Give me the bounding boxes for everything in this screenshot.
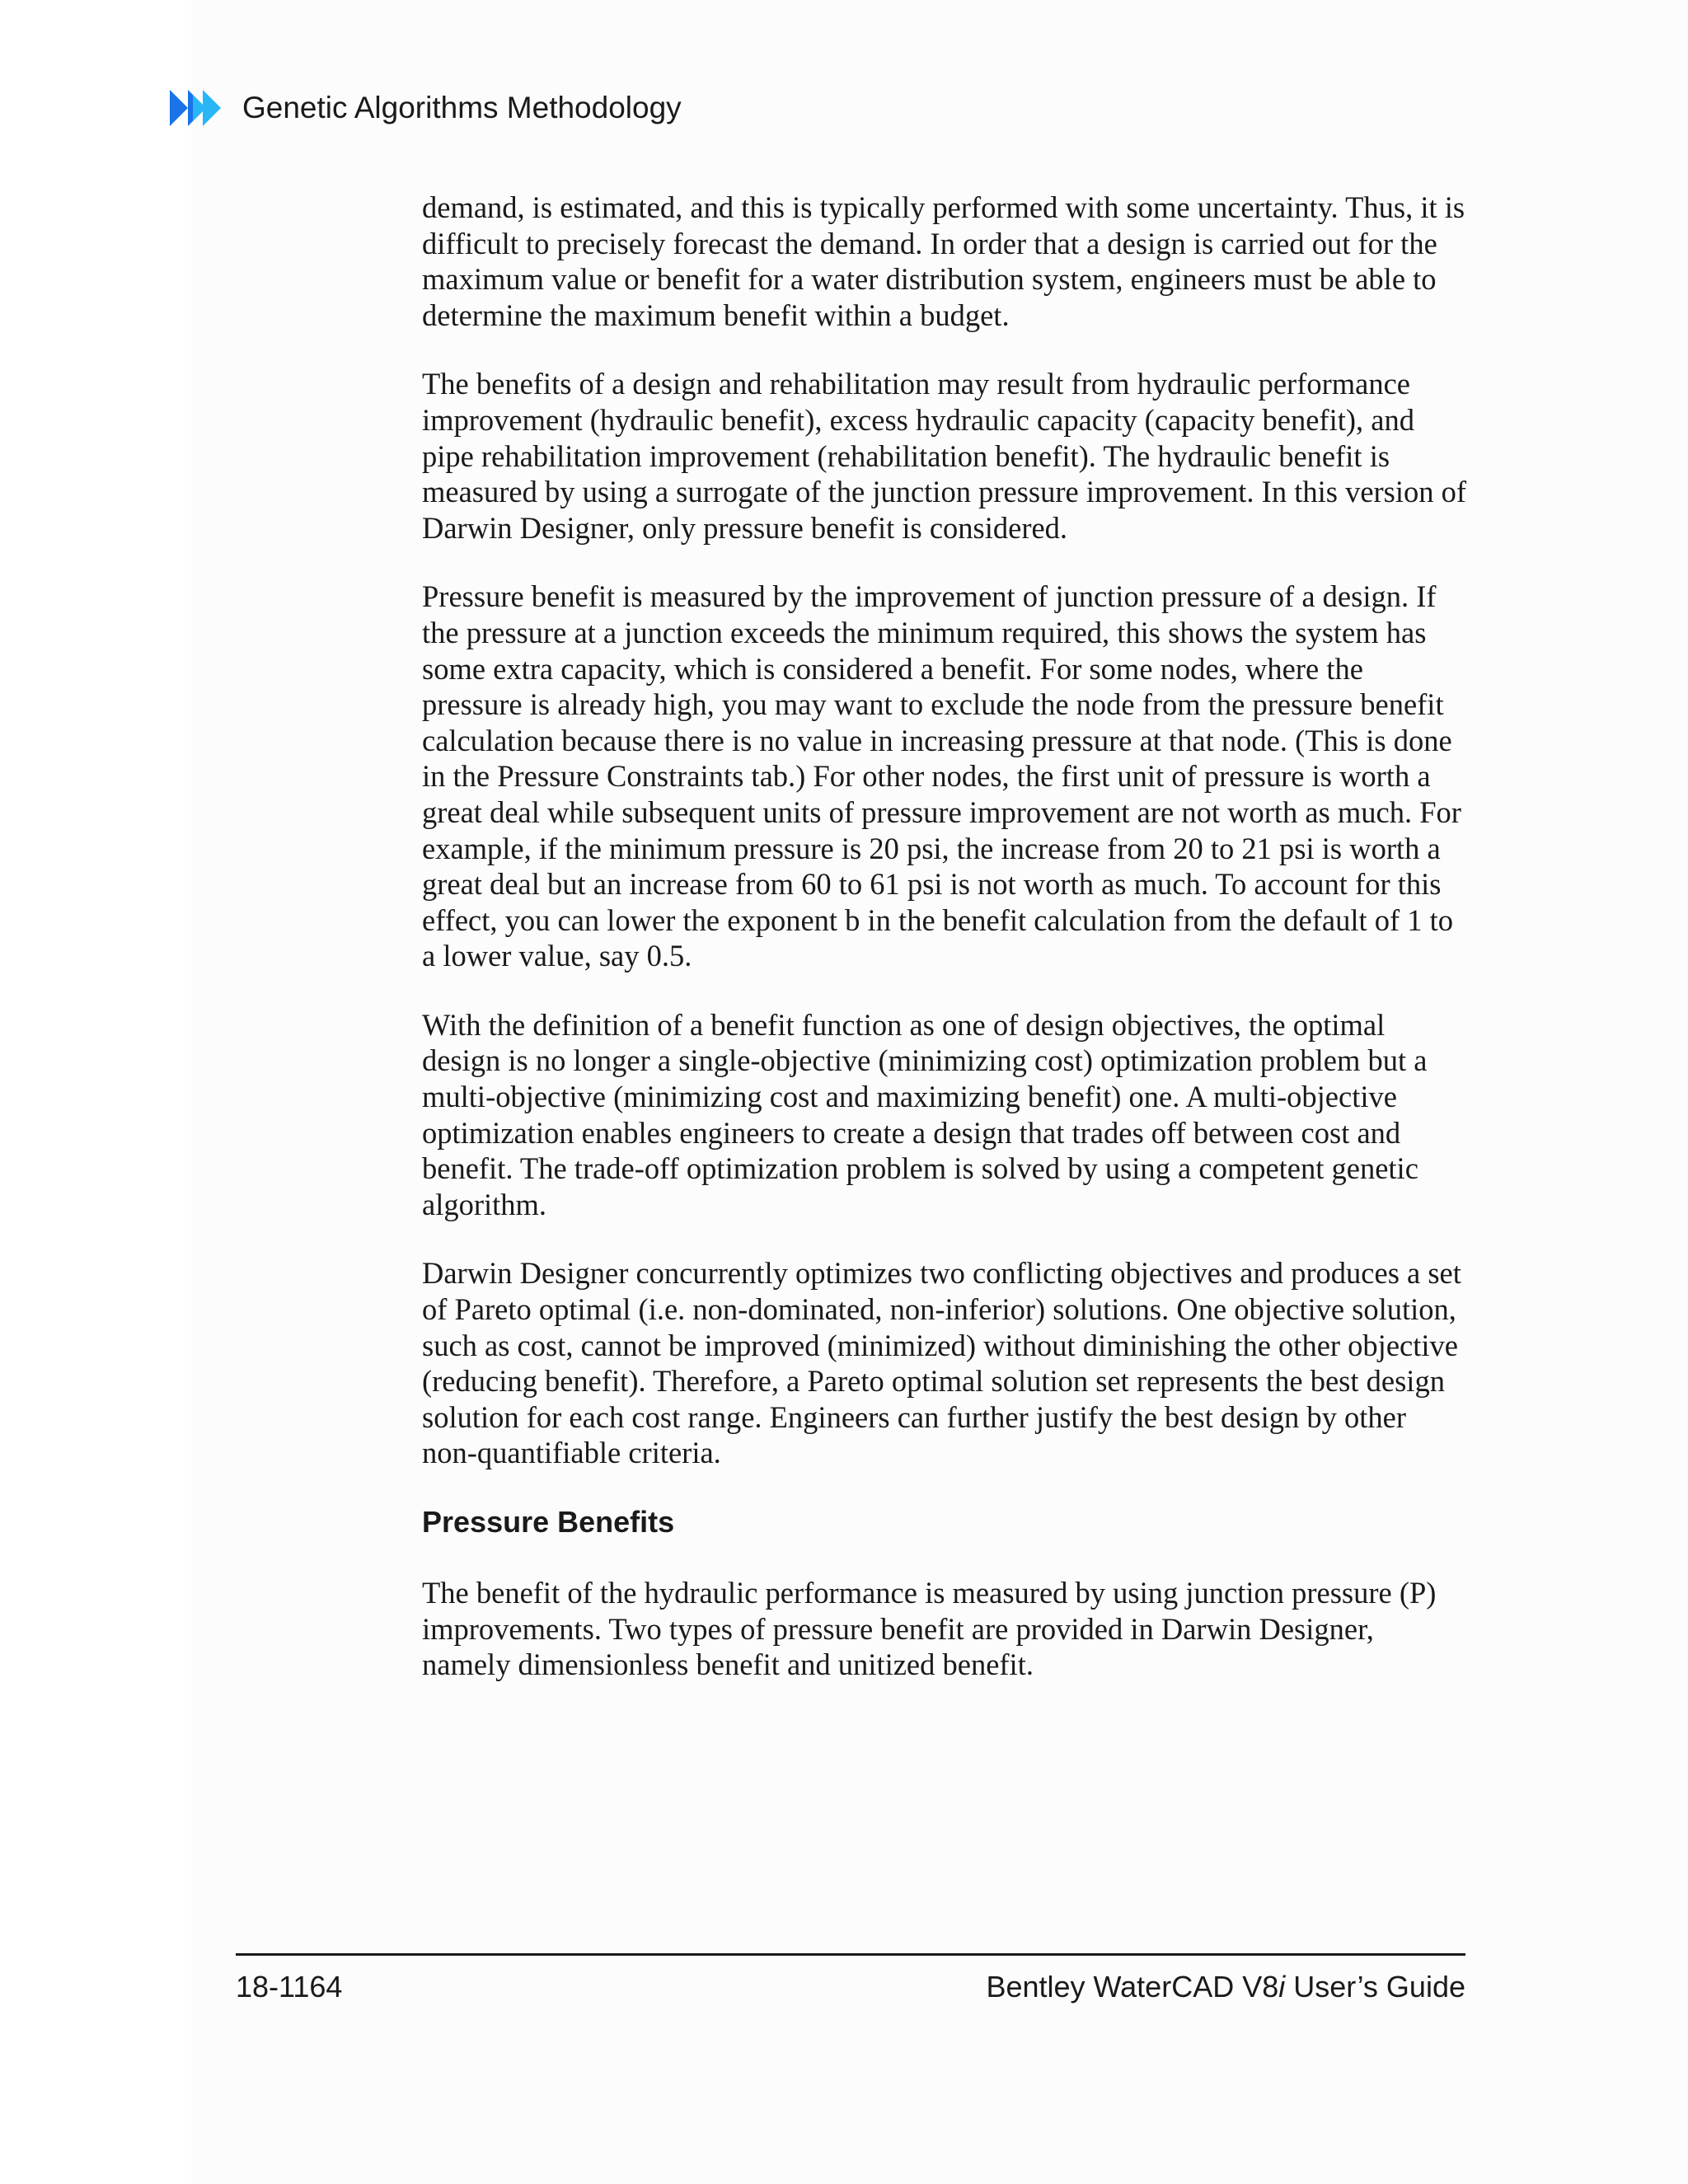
paragraph-pareto-optimal: Darwin Designer concurrently optimizes two conflicting objectives and produces a set of Pareto optimal (i.e. non-dominated, non-inferior) solutions. One objective solution, such as cost, cannot be improved (minimized) without diminishing the other objective (reducing benefit). Therefore, a Pareto optimal solution set represents the best design solution for each cost range. Engineers can further justify the best design by other non-quantifiable criteria. bbox=[422, 1256, 1461, 1470]
double-chevron-right-icon bbox=[170, 90, 223, 126]
paragraph-pressure-benefits-types: The benefit of the hydraulic performance is measured by using junction pressure (P) improvements. Two types of pressure benefit are provided in Darwin Designer, namely dimensionless benefit and unitized benefit. bbox=[422, 1576, 1437, 1682]
paragraph-multi-objective: With the definition of a benefit function as one of design objectives, the optimal design is no longer a single-objective (minimizing cost) optimization problem but a multi-objective (minimizing cost and maximizing benefit) one. A multi-objective optimization enables engineers to create a design that trades off between cost and benefit. The trade-off optimization problem is solved by using a competent genetic algorithm. bbox=[422, 1007, 1428, 1221]
guide-title-suffix: User’s Guide bbox=[1285, 1970, 1465, 2004]
page-header bbox=[170, 86, 682, 130]
guide-title bbox=[986, 1970, 1465, 2004]
footer-divider bbox=[236, 1953, 1465, 1956]
guide-title-italic: i bbox=[1278, 1970, 1286, 2004]
header-title: Genetic Algorithms Methodology bbox=[242, 91, 682, 124]
paragraph-pressure-benefit: Pressure benefit is measured by the improvement of junction pressure of a design. If the pressure at a junction exceeds the minimum required, this shows the system has some extra capacity, which is considered a benefit. For some nodes, where the pressure is already high, you may want to exclude the node from the pressure benefit calculation because there is no value in increasing pressure at that node. (This is done in the Pressure Constraints tab.) For other nodes, the first unit of pressure is worth a great deal while subsequent units of pressure improvement are not worth as much. For example, if the minimum pressure is 20 psi, the increase from 20 to 21 psi is worth a great deal but an increase from 60 to 61 psi is not worth as much. To account for this effect, you can lower the exponent b in the benefit calculation from the default of 1 to a lower value, say 0.5. bbox=[422, 579, 1461, 973]
page-footer bbox=[236, 1970, 1465, 2004]
section-heading: Pressure Benefits bbox=[422, 1505, 675, 1539]
page-number: 18-1164 bbox=[236, 1970, 343, 2004]
paragraph-design-benefits: The benefits of a design and rehabilitation may result from hydraulic performance improvement (hydraulic benefit), excess hydraulic capacity (capacity benefit), and pipe rehabilitation improvement (rehabilitation benefit). The hydraulic benefit is measured by using a surrogate of the junction pressure improvement. In this version of Darwin Designer, only pressure benefit is considered. bbox=[422, 367, 1467, 545]
main-content bbox=[422, 190, 1467, 1716]
paragraph-demand-estimation: demand, is estimated, and this is typically performed with some uncertainty. Thus, it is difficult to precisely forecast the demand. In order that a design is carried out for the maximum value or benefit for a water distribution system, engineers must be able to determine the maximum benefit within a budget. bbox=[422, 190, 1465, 332]
guide-title-prefix: Bentley WaterCAD V8 bbox=[986, 1970, 1279, 2004]
